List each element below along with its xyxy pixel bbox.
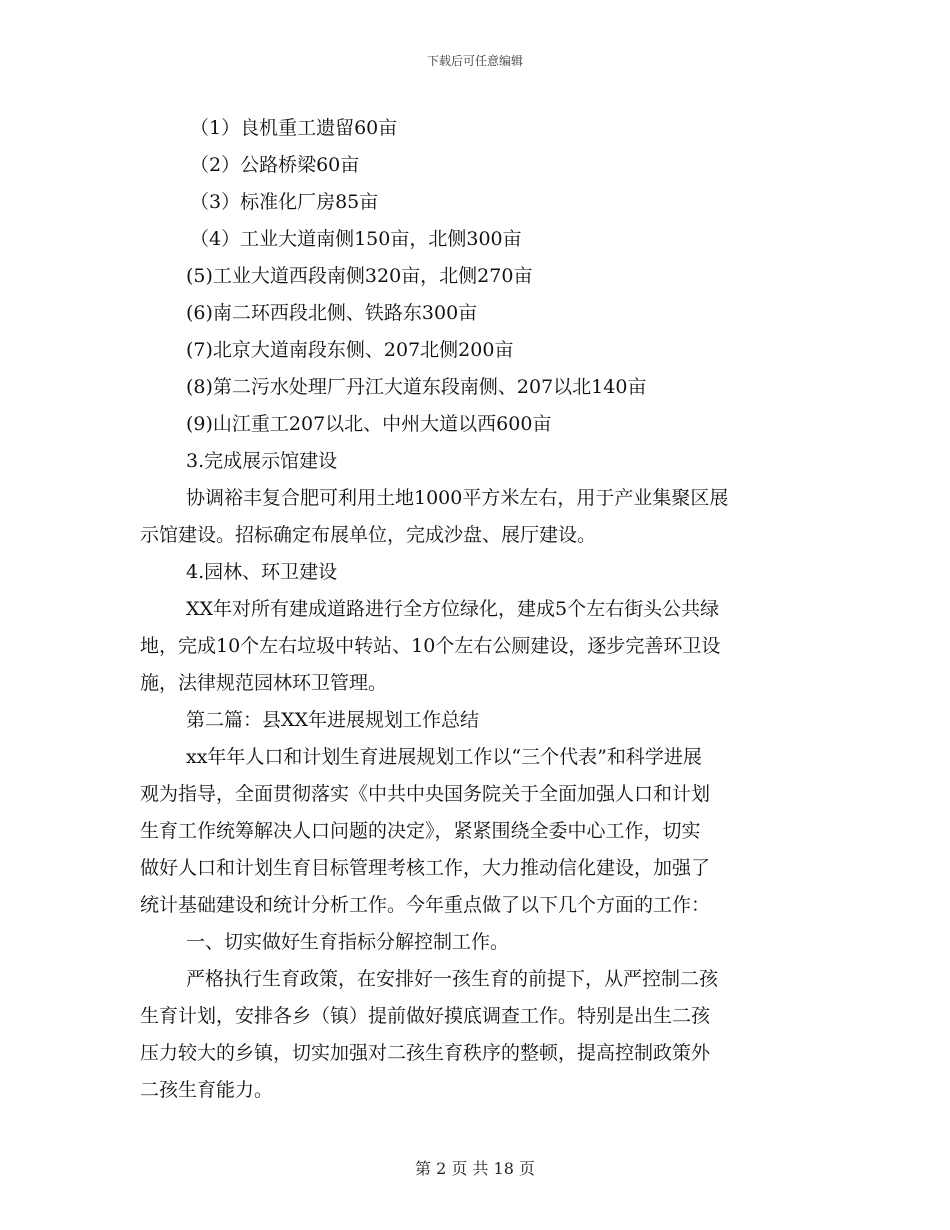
paragraph-line: 地，完成10个左右垃圾中转站、10个左右公厕建设，逐步完善环卫设	[140, 635, 721, 657]
paragraph-line: 压力较大的乡镇，切实加强对二孩生育秩序的整顿，提高控制政策外	[140, 1042, 711, 1064]
paragraph-line: xx年年人口和计划生育进展规划工作以“三个代表”和科学进展	[186, 746, 702, 768]
list-item-9: (9)山江重工207以北、中州大道以西600亩	[186, 413, 552, 435]
chapter-title: 第二篇：县XX年进展规划工作总结	[186, 709, 480, 731]
paragraph-line: 做好人口和计划生育目标管理考核工作，大力推动信化建设，加强了	[140, 857, 711, 879]
page-header: 下载后可任意编辑	[426, 54, 523, 68]
paragraph-line: 生育计划，安排各乡（镇）提前做好摸底调查工作。特别是出生二孩	[140, 1005, 711, 1027]
paragraph-line: 示馆建设。招标确定布展单位，完成沙盘、展厅建设。	[140, 524, 597, 546]
list-item-7: (7)北京大道南段东侧、207北侧200亩	[186, 339, 514, 361]
list-item-4: （4）工业大道南侧150亩，北侧300亩	[190, 228, 522, 250]
list-item-3: （3）标准化厂房85亩	[190, 191, 379, 213]
page-footer: 第 2 页 共 18 页	[415, 1159, 535, 1178]
section-heading-one: 一、切实做好生育指标分解控制工作。	[186, 931, 510, 953]
section-heading-4: 4.园林、环卫建设	[186, 561, 338, 583]
list-item-8: (8)第二污水处理厂丹江大道东段南侧、207以北140亩	[186, 376, 647, 398]
paragraph-line: 严格执行生育政策，在安排好一孩生育的前提下，从严控制二孩	[186, 968, 719, 990]
list-item-1: （1）良机重工遗留60亩	[190, 117, 398, 139]
paragraph-line: 二孩生育能力。	[140, 1079, 274, 1101]
paragraph-line: 统计基础建设和统计分析工作。今年重点做了以下几个方面的工作：	[140, 894, 711, 916]
list-item-2: （2）公路桥梁60亩	[190, 154, 360, 176]
list-item-6: (6)南二环西段北侧、铁路东300亩	[186, 302, 478, 324]
paragraph-line: XX年对所有建成道路进行全方位绿化，建成5个左右街头公共绿	[186, 598, 720, 620]
paragraph-line: 协调裕丰复合肥可利用土地1000平方米左右，用于产业集聚区展	[186, 487, 729, 509]
paragraph-line: 生育工作统筹解决人口问题的决定》，紧紧围绕全委中心工作，切实	[140, 820, 701, 842]
list-item-5: (5)工业大道西段南侧320亩，北侧270亩	[186, 265, 533, 287]
paragraph-line: 施，法律规范园林环卫管理。	[140, 672, 388, 694]
document-body	[140, 110, 810, 1109]
paragraph-line: 观为指导，全面贯彻落实《中共中央国务院关于全面加强人口和计划	[140, 783, 711, 805]
section-heading-3: 3.完成展示馆建设	[186, 450, 338, 472]
